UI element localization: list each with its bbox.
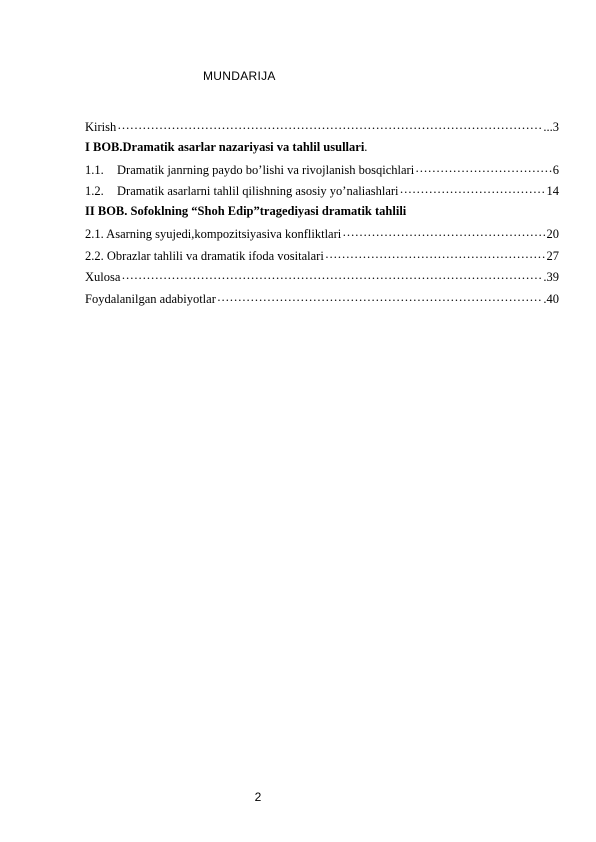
toc-entry-label: 2.1. Asarning syujedi,kompozitsiyasiva konfliktlari	[85, 227, 342, 241]
toc-entry-label: II BOB. Sofoklning “Shoh Edip”tragediyasi dramatik tahlili	[85, 204, 407, 218]
dot-leader	[342, 226, 545, 239]
table-of-contents	[85, 118, 559, 312]
page-number: 2	[254, 790, 262, 804]
toc-entry-number: 1.2.	[85, 184, 104, 198]
toc-entry-label: 2.2. Obrazlar tahlili va dramatik ifoda vositalari	[85, 248, 324, 263]
toc-entry-page: 14	[546, 184, 559, 198]
toc-title: MUNDARIJA	[203, 69, 276, 83]
toc-entry-page: .40	[543, 291, 559, 306]
toc-entry-label: I BOB.Dramatik asarlar nazariyasi va tahlil usullari.	[85, 139, 368, 154]
toc-entry-label: Dramatik asarlarni tahlil qilishning asosiy yo’naliashlari	[117, 184, 399, 198]
toc-entry-number: 1.1.	[85, 162, 104, 177]
toc-entry-page: 6	[552, 162, 559, 177]
toc-entry-label: Dramatik janrning paydo bo’lishi va rivojlanish bosqichlari	[117, 162, 415, 177]
dot-leader	[325, 247, 546, 260]
toc-entry-label: Xulosa	[85, 270, 121, 284]
toc-entry-label: Kirish	[85, 119, 117, 134]
toc-entry-1-2	[85, 183, 559, 205]
toc-entry-2-2	[85, 247, 559, 269]
toc-entry-chapter-2	[85, 204, 559, 226]
dot-leader	[400, 183, 546, 196]
toc-entry-chapter-1	[85, 140, 559, 162]
toc-entry-bibliography	[85, 290, 559, 312]
toc-entry-page: .39	[543, 270, 559, 284]
toc-entry-label: Foydalanilgan adabiyotlar	[85, 291, 216, 306]
toc-entry-xulosa	[85, 269, 559, 291]
dot-leader	[217, 290, 543, 303]
toc-entry-kirish	[85, 118, 559, 140]
dot-leader	[415, 161, 552, 174]
toc-entry-page: ...3	[543, 119, 559, 134]
dot-leader	[121, 269, 542, 282]
toc-entry-2-1	[85, 226, 559, 248]
toc-entry-1-1	[85, 161, 559, 183]
toc-entry-page: 27	[546, 248, 559, 263]
toc-entry-page: 20	[546, 227, 559, 241]
dot-leader	[117, 118, 542, 131]
